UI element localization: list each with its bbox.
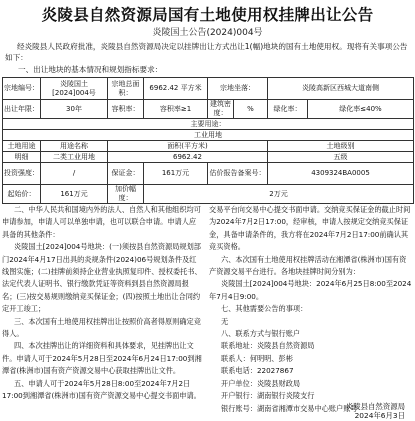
paragraph: 五、申请人可于2024年5月28日8:00至2024年7月2日17:00到湘潭省(株洲市)国有资产资源交易中心提交书面申请。 bbox=[2, 378, 201, 401]
table-cell: 工业用地 bbox=[3, 130, 414, 141]
table-cell: 炎陵国土[2024]004号 bbox=[41, 78, 108, 100]
table-cell: 30年 bbox=[41, 100, 108, 119]
table-cell: 投资强度： bbox=[3, 163, 41, 185]
table-cell: 4309324BA0005 bbox=[268, 163, 414, 185]
table-cell: 161万元 bbox=[41, 185, 108, 204]
table-cell: 起始价： bbox=[3, 185, 41, 204]
table-cell: 绿化率： bbox=[268, 100, 308, 119]
table-row bbox=[3, 119, 414, 130]
signing-organization: 炎陵县自然资源局 bbox=[345, 402, 405, 411]
paragraph: 炎陵国土[2024]004号地块：2024年6月25日8:00至2024年7月4日9:00。 bbox=[209, 279, 412, 301]
paragraph: 联系地址：炎陵县自然资源局 bbox=[221, 341, 315, 351]
table-cell: 面积(平方米) bbox=[108, 141, 268, 152]
table-row bbox=[3, 185, 414, 204]
paragraph: 开户银行：湖南银行炎陵支行 bbox=[221, 391, 315, 401]
paragraph: 八、联系方式与银行账户 bbox=[221, 329, 301, 339]
table-cell: 2万元 bbox=[144, 185, 414, 204]
paragraph: 四、本次挂牌出让的详细资料和具体要求，见挂牌出让文件。申请人可于2024年5月28日至2024年6月24日17:00到湘潭省(株洲市)国有资产资源交易中心获取挂牌出让文件。 bbox=[2, 341, 202, 376]
section-heading: 一、出让地块的基本情况和规划指标要求： bbox=[18, 65, 163, 74]
intro-paragraph: 经炎陵县人民政府批准，炎陵县自然资源局决定以挂牌出让方式出让1(幅)地块的国有土地使用权。现将有关事项公告如下： bbox=[5, 42, 408, 62]
table-cell: 宗地坐落： bbox=[208, 78, 268, 100]
notice-number: 炎陵国土公告(2024)004号 bbox=[152, 28, 263, 38]
table-cell: % bbox=[234, 100, 268, 119]
table-cell: 宗地总面积： bbox=[108, 78, 144, 100]
paragraph: 六、本次国有土地使用权挂牌活动在湘潭省(株洲市)国有资产资源交易平台进行。各地块挂牌时间分别为： bbox=[209, 254, 407, 277]
table-cell: 出让年限： bbox=[3, 100, 41, 119]
table-cell: 加价幅度： bbox=[108, 185, 144, 204]
table-cell: 用途名称 bbox=[41, 141, 108, 152]
paragraph: 三、本次国有土地使用权挂牌出让按照价高者得原则确定竞得人。 bbox=[2, 316, 201, 339]
paragraph: 银行账号：湖南省湘潭市交易中心账户账号 bbox=[221, 403, 358, 413]
table-cell: 二类工业用地 bbox=[41, 152, 108, 163]
table-row bbox=[3, 141, 414, 152]
table-cell: 炎陵高新区西城大道南侧 bbox=[268, 78, 414, 100]
table-cell: 绿化率≤40% bbox=[308, 100, 414, 119]
table-cell: 主要用途： bbox=[3, 119, 414, 130]
table-cell: 容积率： bbox=[108, 100, 144, 119]
table-cell: 容积率≥1 bbox=[144, 100, 208, 119]
notice-title: 炎陵县自然资源局国有土地使用权挂牌出让公告 bbox=[41, 5, 374, 24]
paragraph: 无 bbox=[221, 316, 229, 326]
table-cell: 土地用途 bbox=[3, 141, 41, 152]
paragraph: 联系电话：22027867 bbox=[221, 366, 294, 376]
table-cell: 土地级别 bbox=[268, 141, 414, 152]
table-cell: 明细 bbox=[3, 152, 41, 163]
paragraph: 二、中华人民共和国境内外的法人、自然人和其他组织均可申请参加，申请人可以单独申请，也可以联合申请。申请人应具备的其他条件： bbox=[2, 205, 201, 239]
right-column bbox=[209, 204, 413, 415]
left-column bbox=[2, 204, 202, 403]
paragraph: 交易平台向交易中心提交书面申请。交纳竞买保证金的截止时间为2024年7月2日17:00，经审核，申请人按规定交纳竞买保证金，具备申请条件的，我方将在2024年7月2日17:00前确认其竞买资格。 bbox=[209, 205, 411, 252]
table-cell: 宗地编号： bbox=[3, 78, 41, 100]
table-cell: 估价报告备案号： bbox=[208, 163, 268, 185]
table-row bbox=[3, 152, 414, 163]
table-cell: 6962.42 bbox=[108, 152, 268, 163]
table-cell: 保证金： bbox=[108, 163, 144, 185]
table-cell: 五级 bbox=[268, 152, 414, 163]
paragraph: 七、其他需要公告的事项： bbox=[221, 304, 308, 314]
table-row bbox=[3, 130, 414, 141]
table-row bbox=[3, 163, 414, 185]
table-cell: 建筑密度： bbox=[208, 100, 234, 119]
table-row bbox=[3, 100, 414, 119]
signing-date: 2024年6月3日 bbox=[354, 411, 405, 420]
table-cell: 161万元 bbox=[144, 163, 208, 185]
table-cell: 6962.42 平方米 bbox=[144, 78, 208, 100]
land-info-table bbox=[2, 77, 414, 204]
paragraph: 联系人：何明明、彭彬 bbox=[221, 353, 293, 363]
table-row bbox=[3, 78, 414, 100]
table-cell: / bbox=[41, 163, 108, 185]
paragraph: 炎陵国土[2024]004号地块：(一)须按县自然资源局规划部门2024年4月17日出具的炎规条件(2024)06号规划条件及红线图实施；(二)挂牌前须持企业营业执照复印件、授权委托书、法定代表人证明书、银行缴款凭证等资料到县自然资源局报名；(三)按交易规则缴纳竞买保证金；(四)按照土地出让合同约定开工竣工； bbox=[2, 242, 202, 314]
paragraph: 开户单位：炎陵县财政局 bbox=[221, 378, 301, 388]
